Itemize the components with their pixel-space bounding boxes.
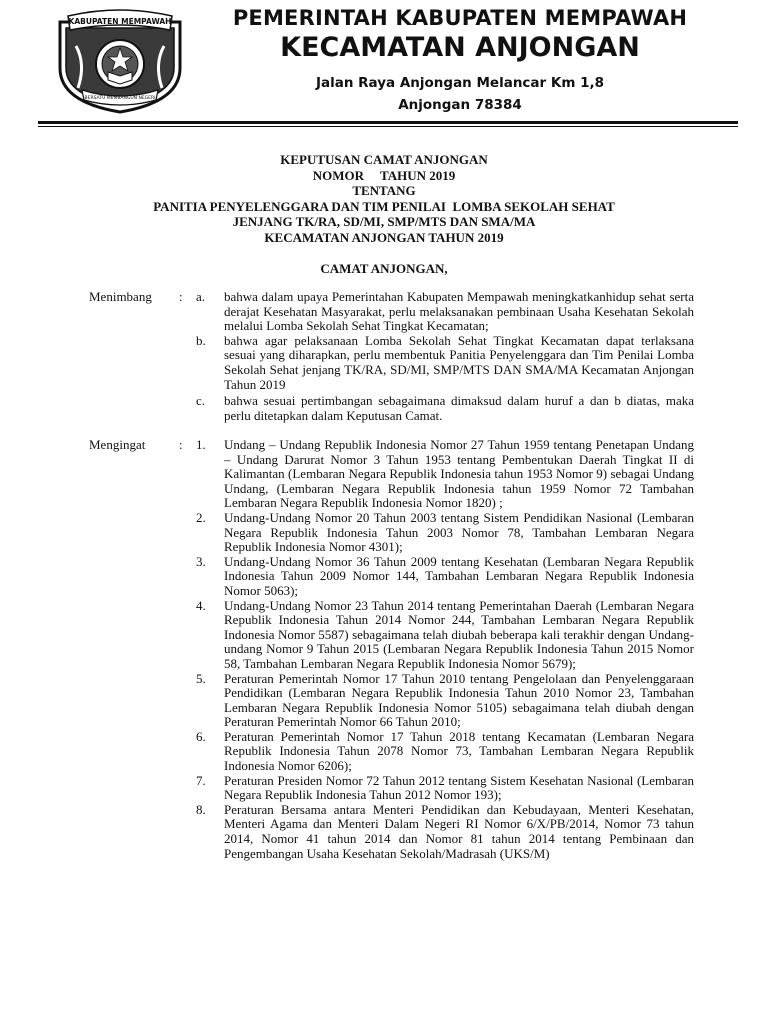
- decree-subject-line1: PANITIA PENYELENGGARA DAN TIM PENILAI LOMBA SEKOLAH SEHAT: [153, 198, 615, 214]
- list-marker: 5.: [196, 670, 206, 686]
- list-item: [0, 511, 768, 555]
- decree-number: NOMOR TAHUN 2019: [312, 167, 456, 183]
- office-address: Jalan Raya Anjongan Melancar Km 1,8: [315, 75, 605, 91]
- district-name: KECAMATAN ANJONGAN: [280, 32, 640, 63]
- emblem-banner-text: KABUPATEN MEMPAWAH: [68, 17, 172, 26]
- decree-title-block: [0, 152, 768, 277]
- list-marker: 4.: [196, 597, 206, 613]
- mengingat-colon: :: [179, 437, 183, 452]
- list-marker: 8.: [196, 801, 206, 817]
- list-marker: a.: [196, 289, 206, 304]
- list-item: [0, 599, 768, 672]
- list-marker: 3.: [196, 553, 206, 569]
- list-text: bahwa dalam upaya Pemerintahan Kabupaten Mempawah meningkatkanhidup sehat serta derajat Kesehatan Masyarakat, perlu melaksanakan pembinaan Usaha Kesehatan Sekolah melalui Lomba Sekolah Sehat Tingkat Kecamatan;: [224, 289, 694, 334]
- list-marker: 6.: [196, 728, 206, 744]
- list-item: [0, 438, 768, 511]
- government-name: PEMERINTAH KABUPATEN MEMPAWAH: [232, 6, 688, 30]
- list-item: [0, 774, 768, 803]
- decree-about: TENTANG: [352, 183, 416, 198]
- menimbang-section: [0, 290, 768, 423]
- list-item: [0, 334, 768, 392]
- list-text: bahwa agar pelaksanaan Lomba Sekolah Sehat Tingkat Kecamatan dapat terlaksana sesuai yang diharapkan, perlu membentuk Panitia Penyelenggara dan Tim Penilai Lomba Sekolah Sehat jenjang TK/RA, SD/MI, SMP/MTS DAN SMA/MA Kecamatan Anjongan Tahun 2019: [224, 332, 694, 392]
- list-item: [0, 555, 768, 599]
- list-marker: 7.: [196, 772, 206, 788]
- list-text: Peraturan Presiden Nomor 72 Tahun 2012 tentang Sistem Kesehatan Nasional (Lembaran Negara Republik Indonesia Tahun 2012 Nomor 193);: [224, 772, 694, 803]
- list-item: [0, 803, 768, 861]
- list-text: Undang-Undang Nomor 20 Tahun 2003 tentang Sistem Pendidikan Nasional (Lembaran Negara Republik Indonesia Tahun 2003 Nomor 78, Tambahan Lembaran Negara Republik Indonesia Nomor 4301);: [224, 509, 694, 555]
- regency-emblem-logo: [46, 6, 194, 116]
- list-text: bahwa sesuai pertimbangan sebagaimana dimaksud dalam huruf a dan b diatas, maka perlu ditetapkan dalam Keputusan Camat.: [224, 393, 694, 423]
- list-text: Peraturan Pemerintah Nomor 17 Tahun 2018 tentang Kecamatan (Lembaran Negara Republik Indonesia Tahun 2078 Nomor 73, Tambahan Lembaran Negara Republik Indonesia Nomor 6206);: [224, 728, 694, 774]
- list-marker: 1.: [196, 437, 206, 452]
- letterhead: [0, 0, 768, 126]
- list-marker: 2.: [196, 509, 206, 525]
- letterhead-divider-thick: [38, 121, 738, 124]
- list-text: Peraturan Pemerintah Nomor 17 Tahun 2010 tentang Pengelolaan dan Penyelenggaraan Pendidikan (Lembaran Negara Republik Indonesia Tahun 2010 Nomor 23, Tambahan Lembaran Negara Republik Indonesia Nomor 5105) sebagaimana telah diubah dengan Peraturan Pemerintah Nomor 66 Tahun 2010;: [224, 670, 694, 730]
- list-item: [0, 394, 768, 423]
- menimbang-colon: :: [179, 289, 183, 304]
- letterhead-text: [200, 4, 720, 113]
- list-item: [0, 730, 768, 774]
- letterhead-divider-thin: [38, 126, 738, 127]
- mengingat-label: Mengingat: [89, 437, 146, 452]
- list-text: Undang – Undang Republik Indonesia Nomor 27 Tahun 1959 tentang Penetapan Undang – Undang Darurat Nomor 3 Tahun 1953 tentang Pembentukan Daerah Tingkat II di Kalimantan (Lembaran Negara Republik Indonesia tahun 1953 Nomor 9) sebagai Undang Undang, (Lembaran Negara Republik Indonesia tahun 1959 Nomor 72 Tambahan Lembaran Negara Republik Indonesia Nomor 1820) ;: [224, 437, 694, 511]
- postal-code: Anjongan 78384: [398, 97, 522, 113]
- list-item: [0, 672, 768, 730]
- list-text: Undang-Undang Nomor 23 Tahun 2014 tentang Pemerintahan Daerah (Lembaran Negara Republik Indonesia Tahun 2014 Nomor 244, Tambahan Lembaran Negara Republik Indonesia Nomor 5587) sebagaimana telah diubah beberapa kali terakhir dengan Undang-undang Nomor 9 Tahun 2015 (Lembaran Negara Republik Indonesia Tahun 2015 Nomor 58, Tambahan Lembaran Negara Republik Indonesia Nomor 5679);: [224, 597, 694, 671]
- list-text: Peraturan Bersama antara Menteri Pendidikan dan Kebudayaan, Menteri Kesehatan, Menteri Agama dan Menteri Dalam Negeri RI Nomor 6/X/PB/2014, Nomor 73 tahun 2014, Nomor 41 tahun 2014 dan Nomor 81 tahun 2014 tentang Pembinaan dan Pengembangan Usaha Kesehatan Sekolah/Madrasah (UKS/M): [224, 801, 694, 861]
- decree-subject-line2: JENJANG TK/RA, SD/MI, SMP/MTS DAN SMA/MA: [232, 214, 536, 229]
- emblem-motto-text: BERSATU MEMBANGUN NEGERI: [84, 96, 156, 101]
- decree-subject-line3: KECAMATAN ANJONGAN TAHUN 2019: [264, 229, 504, 245]
- list-item: [0, 290, 768, 334]
- list-text: Undang-Undang Nomor 36 Tahun 2009 tentang Kesehatan (Lembaran Negara Republik Indonesia Tahun 2009 Nomor 144, Tambahan Lembaran Negara Republik Indonesia Nomor 5063);: [224, 553, 694, 598]
- list-marker: b.: [196, 332, 206, 348]
- list-marker: c.: [196, 393, 206, 409]
- issuer-heading: CAMAT ANJONGAN,: [320, 261, 448, 276]
- menimbang-label: Menimbang: [89, 289, 152, 304]
- mengingat-section: [0, 438, 768, 861]
- decree-title: KEPUTUSAN CAMAT ANJONGAN: [280, 152, 488, 167]
